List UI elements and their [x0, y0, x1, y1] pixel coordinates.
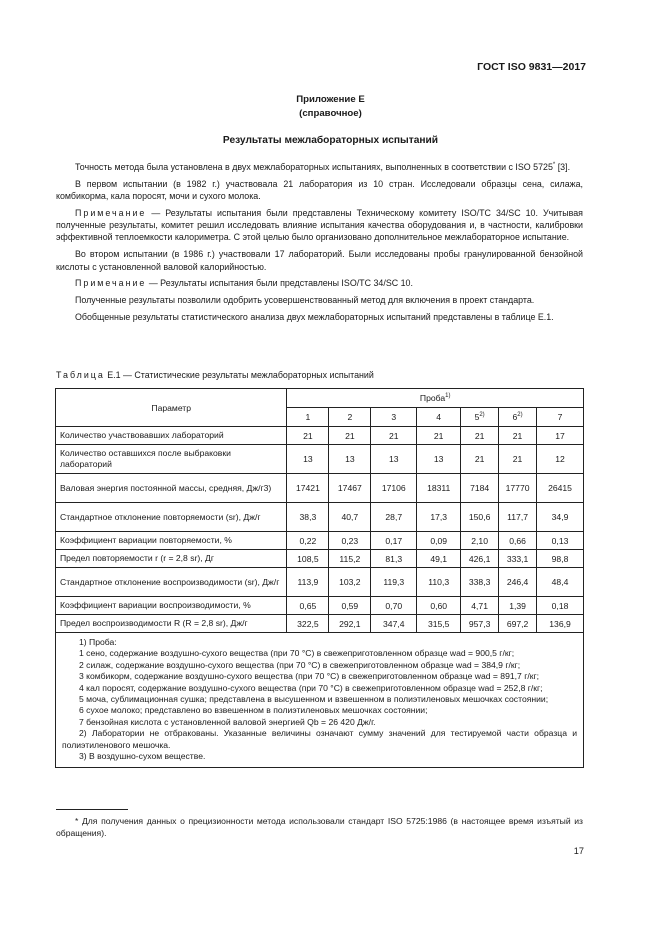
- value-cell: 13: [329, 445, 371, 474]
- value-cell: 347,4: [371, 615, 417, 633]
- value-cell: 0,17: [371, 532, 417, 550]
- value-cell: 292,1: [329, 615, 371, 633]
- table-notes: [56, 633, 584, 768]
- value-cell: 957,3: [461, 615, 499, 633]
- table-row: [56, 550, 584, 568]
- value-cell: 0,70: [371, 597, 417, 615]
- value-cell: 17467: [329, 474, 371, 503]
- results-table: [55, 388, 584, 768]
- value-cell: 119,3: [371, 568, 417, 597]
- value-cell: 17421: [287, 474, 329, 503]
- value-cell: 4,71: [461, 597, 499, 615]
- value-cell: 7184: [461, 474, 499, 503]
- table-row: [56, 615, 584, 633]
- value-cell: 21: [461, 445, 499, 474]
- value-cell: 38,3: [287, 503, 329, 532]
- table-note: 2) Лаборатории не отбракованы. Указанные величины означают сумму значений для тестируемой части образца и полиэтиленового мешочка.: [62, 728, 577, 750]
- value-cell: 0,59: [329, 597, 371, 615]
- value-cell: 0,09: [417, 532, 461, 550]
- value-cell: 0,18: [537, 597, 584, 615]
- note-first: Примечание — Результаты испытания были представлены Техническому комитету ISO/TC 34/SC 10. Учитывая полученные результаты, комитет решил исследовать влияние испытания качества оборудования и, в частности, калибровки эффективной теплоемкости калориметра. С этой целью было организовано дополнительное межлабораторное испытание.: [56, 207, 583, 243]
- paragraph-results: Полученные результаты позволили одобрить усовершенствованный метод для включения в проект стандарта.: [75, 295, 535, 306]
- value-cell: 17: [537, 427, 584, 445]
- annex-title: Приложение Е: [296, 94, 365, 105]
- value-cell: 2,10: [461, 532, 499, 550]
- table-note: 6 сухое молоко; представлено во взвешенном в полиэтиленовых мешочках состоянии;: [79, 705, 428, 716]
- value-cell: 26415: [537, 474, 584, 503]
- table-row: [56, 568, 584, 597]
- value-cell: 40,7: [329, 503, 371, 532]
- value-cell: 0,66: [499, 532, 537, 550]
- value-cell: 426,1: [461, 550, 499, 568]
- footnote: * Для получения данных о прецизионности метода использовали стандарт ISO 5725:1986 (в настоящее время изъятый из обращения).: [56, 816, 583, 838]
- value-cell: 81,3: [371, 550, 417, 568]
- value-cell: 48,4: [537, 568, 584, 597]
- value-cell: 108,5: [287, 550, 329, 568]
- value-cell: 110,3: [417, 568, 461, 597]
- value-cell: 13: [417, 445, 461, 474]
- paragraph-summary: Обобщенные результаты статистического анализа двух межлабораторных испытаний представлены в таблице Е.1.: [75, 311, 554, 322]
- value-cell: 697,2: [499, 615, 537, 633]
- param-cell: Коэффициент вариации повторяемости, %: [56, 532, 287, 550]
- value-cell: 115,2: [329, 550, 371, 568]
- column-header: 2: [329, 408, 371, 427]
- value-cell: 12: [537, 445, 584, 474]
- value-cell: 0,22: [287, 532, 329, 550]
- column-header: 7: [537, 408, 584, 427]
- table-row: [56, 532, 584, 550]
- note-label: Примечание: [75, 278, 147, 289]
- paragraph-accuracy: Точность метода была установлена в двух межлабораторных испытаниях, выполненных в соответствии с ISO 5725* [3].: [75, 161, 571, 172]
- value-cell: 21: [371, 427, 417, 445]
- standard-designation: ГОСТ ISO 9831—2017: [477, 61, 586, 73]
- table-note: 5 моча, сублимационная сушка; представлена в высушенном и взвешенном в полиэтиленовых мешочках состоянии;: [79, 694, 549, 705]
- table-row: [56, 474, 584, 503]
- note-label: Примечание: [75, 207, 147, 218]
- table-body: [56, 427, 584, 633]
- param-cell: Количество оставшихся после выбраковки лабораторий: [56, 445, 287, 474]
- table-row: [56, 597, 584, 615]
- note-second: Примечание — Результаты испытания были представлены ISO/TC 34/SC 10.: [75, 278, 413, 289]
- param-cell: Коэффициент вариации воспроизводимости, %: [56, 597, 287, 615]
- value-cell: 21: [287, 427, 329, 445]
- annex-subtitle: (справочное): [299, 108, 362, 119]
- table-header-row: [56, 389, 584, 408]
- table-caption: Таблица Е.1 — Статистические результаты межлабораторных испытаний: [56, 370, 374, 380]
- param-cell: Предел повторяемости r (r = 2,8 sr), Дг: [56, 550, 287, 568]
- value-cell: 136,9: [537, 615, 584, 633]
- column-header: 6$^{2)}$: [499, 408, 537, 427]
- param-cell: Стандартное отклонение воспроизводимости (sr), Дж/г: [56, 568, 287, 597]
- table-note: 3) В воздушно-сухом веществе.: [79, 751, 206, 762]
- table-note: 3 комбикорм, содержание воздушно-сухого вещества (при 70 °С) в свежеприготовленном образце wad = 891,7 г/кг;: [79, 671, 540, 682]
- footnote-marker: *: [552, 162, 556, 168]
- value-cell: 0,23: [329, 532, 371, 550]
- param-cell: Количество участвовавших лабораторий: [56, 427, 287, 445]
- table-note: 4 кал поросят, содержание воздушно-сухого вещества (при 70 °С) в свежеприготовленном образце wad = 252,8 г/кг;: [79, 682, 543, 693]
- value-cell: 1,39: [499, 597, 537, 615]
- value-cell: 117,7: [499, 503, 537, 532]
- value-cell: 49,1: [417, 550, 461, 568]
- paragraph-second-test: Во втором испытании (в 1986 г.) участвовали 17 лабораторий. Были исследованы пробы гранулированной бензойной кислоты с установленной валовой калорийностью.: [56, 249, 583, 272]
- value-cell: 103,2: [329, 568, 371, 597]
- table-note: 2 силаж, содержание воздушно-сухого вещества (при 70 °С) в свежеприготовленном образце wad = 384,9 г/кг;: [79, 659, 521, 670]
- value-cell: 0,65: [287, 597, 329, 615]
- value-cell: 21: [461, 427, 499, 445]
- body-text: [56, 159, 583, 328]
- param-header: Параметр: [56, 389, 287, 427]
- param-cell: Предел воспроизводимости R (R = 2,8 sr), Дж/г: [56, 615, 287, 633]
- value-cell: 98,8: [537, 550, 584, 568]
- value-cell: 150,6: [461, 503, 499, 532]
- column-header: 4: [417, 408, 461, 427]
- value-cell: 13: [371, 445, 417, 474]
- sample-header: Проба$^{1)}$: [287, 389, 584, 408]
- value-cell: 246,4: [499, 568, 537, 597]
- table-note: 1) Проба:: [79, 637, 117, 647]
- value-cell: 0,60: [417, 597, 461, 615]
- footnote-separator: [56, 809, 128, 810]
- value-cell: 0,13: [537, 532, 584, 550]
- value-cell: 13: [287, 445, 329, 474]
- page-number: 17: [573, 846, 584, 856]
- table-row: [56, 445, 584, 474]
- table-row: [56, 503, 584, 532]
- column-header: 1: [287, 408, 329, 427]
- annex-heading: Результаты межлабораторных испытаний: [222, 135, 439, 146]
- paragraph-first-test: В первом испытании (в 1982 г.) участвовала 21 лаборатория из 10 стран. Исследовали образцы сена, силажа, комбикорма, кала поросят, мочи и сухого молока.: [56, 178, 583, 202]
- value-cell: 21: [329, 427, 371, 445]
- table-note: 7 бензойная кислота с установленной валовой энергией Qb = 26 420 Дж/г.: [79, 716, 376, 727]
- column-header: 5$^{2)}$: [461, 408, 499, 427]
- table-note: 1 сено, содержание воздушно-сухого вещества (при 70 °С) в свежеприготовленном образце wad = 900,5 г/кг;: [79, 648, 515, 659]
- value-cell: 338,3: [461, 568, 499, 597]
- param-cell: Стандартное отклонение повторяемости (sr), Дж/г: [56, 503, 287, 532]
- value-cell: 322,5: [287, 615, 329, 633]
- value-cell: 113,9: [287, 568, 329, 597]
- param-cell: Валовая энергия постоянной массы, средняя, Дж/г3): [56, 474, 287, 503]
- value-cell: 315,5: [417, 615, 461, 633]
- table-notes-row: [56, 633, 584, 768]
- value-cell: 333,1: [499, 550, 537, 568]
- table-row: [56, 427, 584, 445]
- value-cell: 17,3: [417, 503, 461, 532]
- column-header: 3: [371, 408, 417, 427]
- value-cell: 21: [499, 445, 537, 474]
- value-cell: 28,7: [371, 503, 417, 532]
- value-cell: 17106: [371, 474, 417, 503]
- value-cell: 34,9: [537, 503, 584, 532]
- value-cell: 17770: [499, 474, 537, 503]
- value-cell: 21: [499, 427, 537, 445]
- value-cell: 21: [417, 427, 461, 445]
- value-cell: 18311: [417, 474, 461, 503]
